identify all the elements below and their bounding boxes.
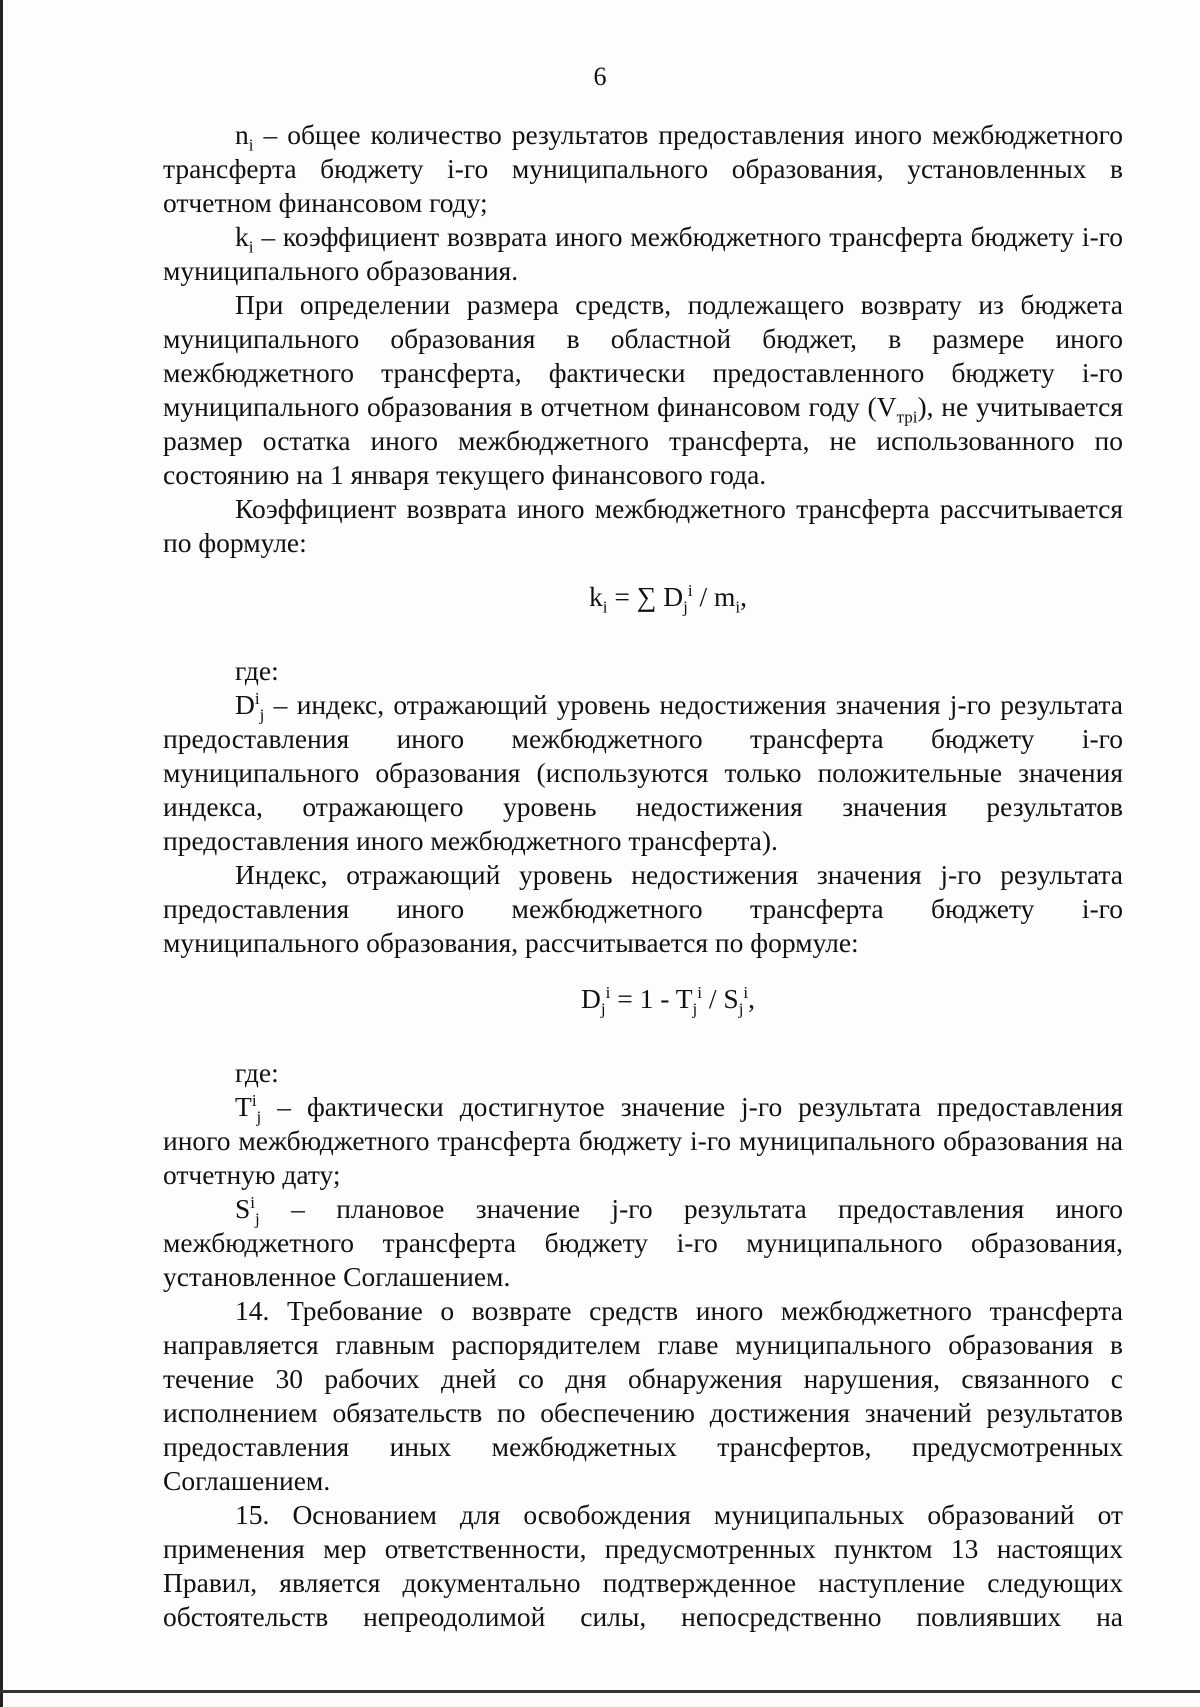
subscript-j: j <box>255 1209 260 1229</box>
paragraph-ki-text: – коэффициент возврата иного межбюджетного трансферта бюджету i-го муниципального образования. <box>163 221 1123 286</box>
formula-ki-sub: i <box>735 597 741 617</box>
formula-ki-part: = ∑ D <box>607 581 684 612</box>
paragraph-ni-text: – общее количество результатов предоставления иного межбюджетного трансферта бюджету i-го муниципального образования, установленных в отчетном финансовом году; <box>163 119 1123 218</box>
paragraph-tij-text: – фактически достигнутое значение j-го результата предоставления иного межбюджетного трансферта бюджету i-го муниципального образования на отчетную дату; <box>163 1091 1123 1190</box>
paragraph-ki <box>163 220 1123 288</box>
paragraph-index <box>163 858 1123 960</box>
symbol-s: S <box>235 1193 251 1224</box>
subscript-j: j <box>259 705 265 725</box>
paragraph-15-text: 15. Основанием для освобождения муниципальных образований от применения мер ответственности, предусмотренных пунктом 13 настоящих Правил, является документально подтвержденное наступление следующих обстоятельств непреодолимой силы, непосредственно повлиявших на <box>163 1499 1123 1632</box>
paragraph-sij-text: – плановое значение j-го результата предоставления иного межбюджетного трансферта бюджету i-го муниципального образования, установленное Соглашением. <box>163 1193 1123 1292</box>
formula-dj-part: = 1 - T <box>610 983 693 1014</box>
formula-ki <box>163 580 1123 617</box>
formula-ki-part: k <box>589 581 603 612</box>
paragraph-return-text-before: При определении размера средств, подлежащего возврату из бюджета муниципального образования в областной бюджет, в размере иного межбюджетного трансферта, фактически предоставленного бюджету i-го муниципального образования в отчетном финансовом году (V <box>163 289 1123 422</box>
paragraph-dij-text: – индекс, отражающий уровень недостижения значения j-го результата предоставления иного межбюджетного трансферта бюджету i-го муниципального образования (используются только положительные значения индекса, отражающего уровень недостижения значения результатов предоставления иного межбюджетного трансферта). <box>163 689 1123 856</box>
where-label-1: где: <box>235 655 279 686</box>
paragraph-14 <box>163 1294 1123 1498</box>
where-label-2: где: <box>235 1057 279 1088</box>
formula-ki-sub: j <box>683 597 688 617</box>
page-number: 6 <box>593 62 607 91</box>
paragraph-index-text: Индекс, отражающий уровень недостижения значения j-го результата предоставления иного межбюджетного трансферта бюджету i-го муниципального образования, рассчитывается по формуле: <box>163 859 1123 958</box>
formula-ki-sup: i <box>687 580 693 600</box>
superscript-i: i <box>254 688 260 708</box>
paragraph-14-text: 14. Требование о возврате средств иного межбюджетного трансферта направляется главным распорядителем главе муниципального образования в течение 30 рабочих дней со дня обнаружения нарушения, связанного с исполнением обязательств по обеспечению достижения значений результатов предоставления иных межбюджетных трансфертов, предусмотренных Соглашением. <box>163 1295 1123 1496</box>
formula-dj-sub: j <box>600 999 606 1019</box>
formula-dj-sub: j <box>692 999 698 1019</box>
paragraph-return-text-after: ), не учитывается размер остатка иного межбюджетного трансферта, не использованного по состоянию на 1 января текущего финансового года. <box>163 391 1123 490</box>
paragraph-coefficient-text: Коэффициент возврата иного межбюджетного трансферта рассчитывается по формуле: <box>163 493 1123 558</box>
spacer <box>163 614 1123 654</box>
symbol-k: k <box>235 221 249 252</box>
spacer <box>163 560 1123 580</box>
formula-dj <box>163 982 1123 1019</box>
superscript-i: i <box>250 1192 256 1212</box>
subscript-i: i <box>248 237 254 257</box>
scan-left-edge <box>0 0 3 1707</box>
subscript-j: j <box>256 1107 262 1127</box>
formula-dj-sub: j <box>738 999 744 1019</box>
paragraph-tij <box>163 1090 1123 1192</box>
paragraph-return-amount <box>163 288 1123 492</box>
scan-bottom-edge <box>0 1690 1200 1693</box>
formula-dj-part: / S <box>702 983 739 1014</box>
formula-ki-part: , <box>740 581 747 612</box>
formula-dj-sup: i <box>697 982 702 1002</box>
spacer <box>163 1016 1123 1056</box>
spacer <box>163 960 1123 982</box>
formula-dj-sup: i <box>743 982 749 1002</box>
formula-dj-part: D <box>580 983 601 1014</box>
subscript-tri: трi <box>896 407 918 427</box>
formula-dj-part: , <box>748 983 756 1014</box>
document-body <box>163 118 1123 1634</box>
symbol-d: D <box>235 689 255 720</box>
paragraph-dij <box>163 688 1123 858</box>
paragraph-coefficient-intro <box>163 492 1123 560</box>
formula-dj-sup: i <box>605 982 611 1002</box>
paragraph-sij <box>163 1192 1123 1294</box>
formula-ki-part: / m <box>692 581 736 612</box>
paragraph-ni <box>163 118 1123 220</box>
subscript-i: i <box>248 135 254 155</box>
symbol-t: T <box>235 1091 252 1122</box>
formula-ki-sub: i <box>602 597 608 617</box>
paragraph-15 <box>163 1498 1123 1634</box>
symbol-n: n <box>235 119 249 150</box>
superscript-i: i <box>251 1090 257 1110</box>
